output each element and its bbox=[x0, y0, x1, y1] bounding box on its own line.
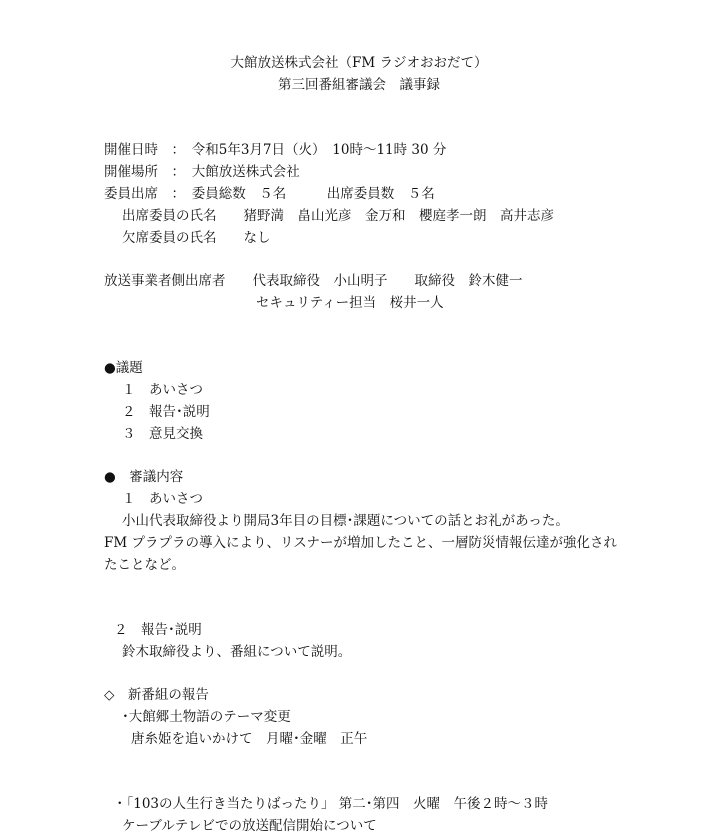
deliberation-heading: ● 審議内容 bbox=[104, 469, 184, 485]
company-name: 大館放送株式会社（FM ラジオおおだて） bbox=[230, 55, 488, 71]
meeting-members: 委員出席 ： 委員総数 ５名 出席委員数 ５名 bbox=[104, 186, 435, 202]
agenda-item: １ あいさつ bbox=[122, 382, 203, 398]
present-members: 出席委員の氏名 猪野満 畠山光彦 金万和 櫻庭孝一朗 高井志彦 bbox=[122, 208, 554, 224]
meeting-datetime: 開催日時 ： 令和5年3月7日（火） 10時～11時 30 分 bbox=[104, 142, 447, 158]
section-2-paragraph: 鈴木取締役より、番組について説明。 bbox=[122, 644, 352, 660]
new-program-item: ケーブルテレビでの放送配信開始について bbox=[122, 818, 377, 834]
section-1-paragraph: 小山代表取締役より開局3年目の目標･課題についての話とお礼があった。 bbox=[122, 513, 569, 529]
new-program-item: ･大館郷土物語のテーマ変更 bbox=[122, 709, 291, 725]
agenda-item: ３ 意見交換 bbox=[122, 426, 203, 442]
agenda-heading: ●議題 bbox=[104, 360, 143, 376]
new-program-heading: ◇ 新番組の報告 bbox=[104, 687, 209, 703]
section-1-paragraph: たことなど。 bbox=[104, 557, 185, 573]
broadcaster-attendees-cont: セキュリティー担当 桜井一人 bbox=[256, 295, 444, 311]
absent-members: 欠席委員の氏名 なし bbox=[122, 230, 271, 246]
document-title: 第三回番組審議会 議事録 bbox=[278, 77, 440, 93]
section-1-title: １ あいさつ bbox=[122, 491, 203, 507]
new-program-item: ・「103の人生行き当たりばったり」 第二･第四 火曜 午後２時～３時 bbox=[113, 796, 549, 812]
section-1-paragraph: FM プラプラの導入により、リスナーが増加したこと、一層防災情報伝達が強化され bbox=[104, 535, 617, 551]
section-2-title: ２ 報告･説明 bbox=[114, 622, 202, 638]
agenda-item: ２ 報告･説明 bbox=[122, 404, 210, 420]
meeting-place: 開催場所 ： 大館放送株式会社 bbox=[104, 164, 300, 180]
broadcaster-attendees: 放送事業者側出席者 代表取締役 小山明子 取締役 鈴木健一 bbox=[104, 273, 523, 289]
new-program-item: 唐糸姫を追いかけて 月曜･金曜 正午 bbox=[131, 731, 368, 747]
